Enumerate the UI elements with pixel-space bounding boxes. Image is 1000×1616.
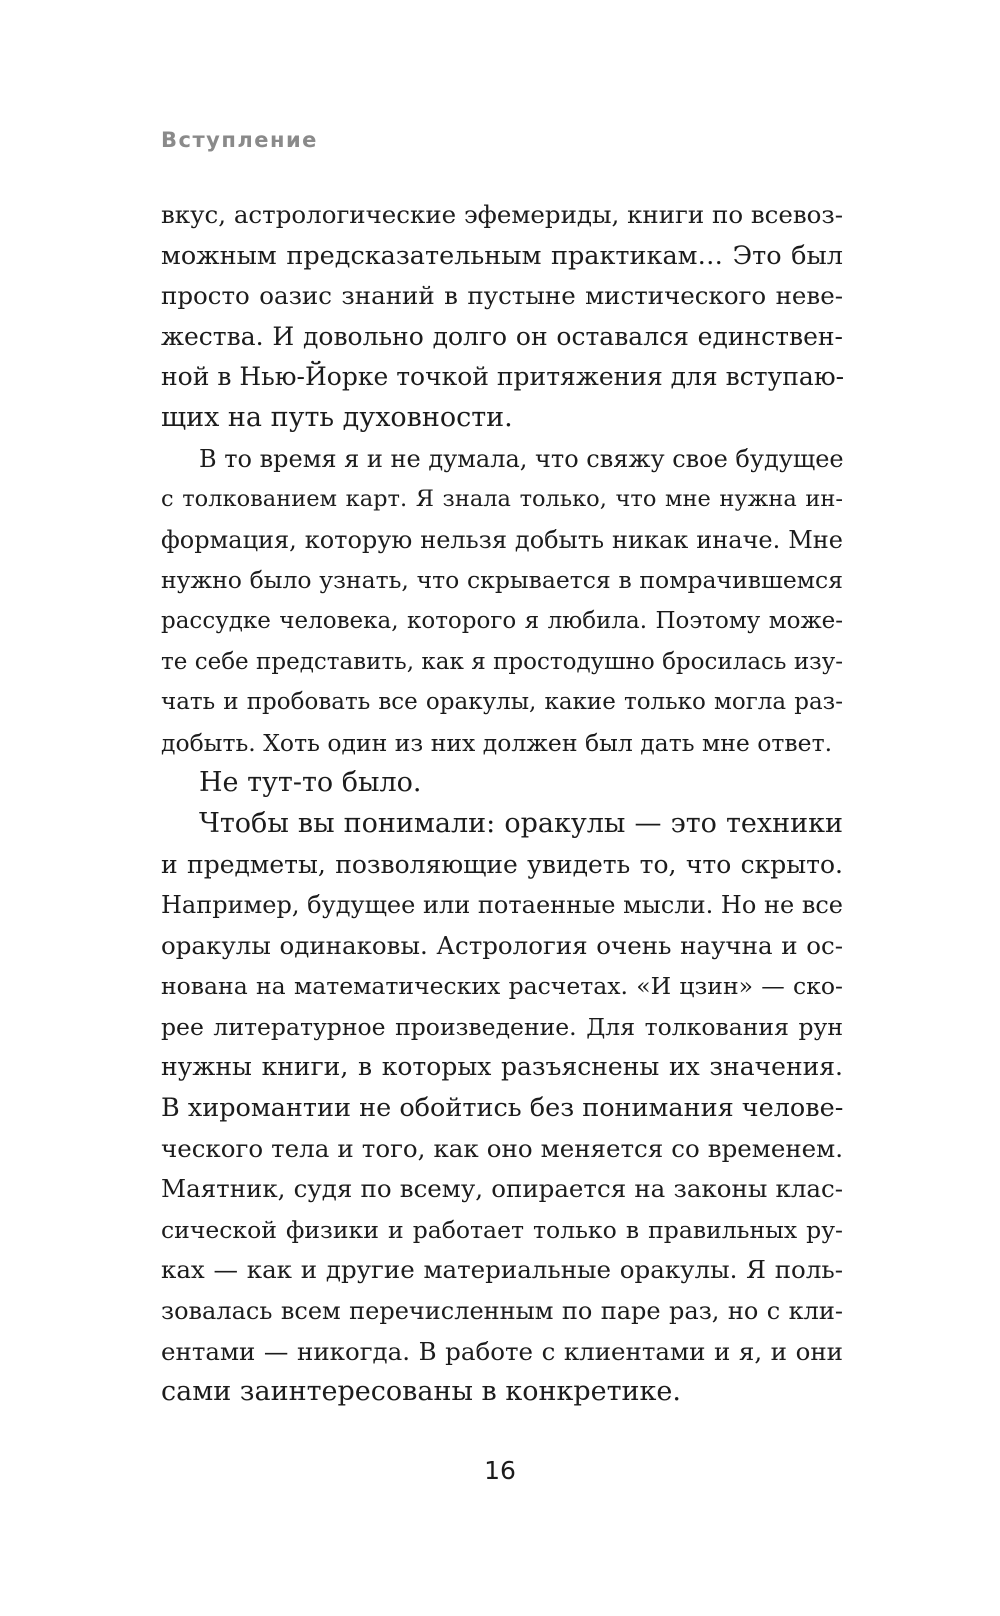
- text-line: ной в Нью-Йорке точкой притяжения для вступаю-: [161, 362, 845, 392]
- text-line: ческого тела и того, как оно меняется со временем.: [161, 1133, 843, 1163]
- text-line: с толкованием карт. Я знала только, что мне нужна ин-: [161, 486, 843, 513]
- text-line: В то время я и не думала, что свяжу свое будущее: [199, 444, 844, 473]
- text-line: нована на математических расчетах. «И цзин» — ско-: [161, 972, 843, 1001]
- text-line: добыть. Хоть один из них должен был дать мне ответ.: [161, 728, 833, 757]
- text-line: можным предсказательным практикам… Это был: [161, 240, 843, 271]
- text-line: Не тут-то было.: [199, 767, 422, 799]
- text-line: рее литературное произведение. Для толкования рун: [161, 1012, 843, 1041]
- text-line: нужно было узнать, что скрывается в помрачившемся: [161, 566, 843, 595]
- text-line: те себе представить, как я простодушно бросилась изу-: [161, 648, 843, 675]
- page-number: 16: [484, 1456, 516, 1485]
- text-line: нужны книги, в которых разъяснены их значения.: [161, 1052, 843, 1082]
- text-line: вкус, астрологические эфемериды, книги по всевоз-: [161, 200, 844, 229]
- text-line: просто оазис знаний в пустыне мистического неве-: [161, 281, 843, 311]
- text-line: зовалась всем перечисленным по паре раз, но с кли-: [161, 1297, 843, 1326]
- text-line: сической физики и работает только в правильных ру-: [161, 1215, 843, 1244]
- text-line: В хиромантии не обойтись без понимания челове-: [161, 1093, 844, 1124]
- body-text: [161, 195, 843, 1413]
- text-line: ках — как и другие материальные оракулы. Я поль-: [161, 1255, 843, 1285]
- text-line: оракулы одинаковы. Астрология очень научна и ос-: [161, 930, 843, 960]
- text-line: рассудке человека, которого я любила. Поэтому може-: [161, 607, 843, 634]
- text-line: Чтобы вы понимали: оракулы — это техники: [199, 807, 843, 839]
- text-line: и предметы, позволяющие увидеть то, что скрыто.: [161, 849, 843, 879]
- text-line: сами заинтересованы в конкретике.: [161, 1376, 681, 1408]
- text-line: чать и пробовать все оракулы, какие только могла раз-: [161, 689, 843, 716]
- text-line: формация, которую нельзя добыть никак иначе. Мне: [161, 525, 843, 554]
- text-line: щих на путь духовности.: [161, 401, 513, 433]
- text-line: Например, будущее или потаенные мысли. Но не все: [161, 891, 843, 920]
- text-line: ентами — никогда. В работе с клиентами и я, и они: [161, 1336, 843, 1366]
- text-line: Маятник, судя по всему, опирается на законы клас-: [161, 1174, 843, 1204]
- text-line: жества. И довольно долго он оставался единствен-: [161, 321, 843, 351]
- running-head: Вступление: [161, 128, 318, 152]
